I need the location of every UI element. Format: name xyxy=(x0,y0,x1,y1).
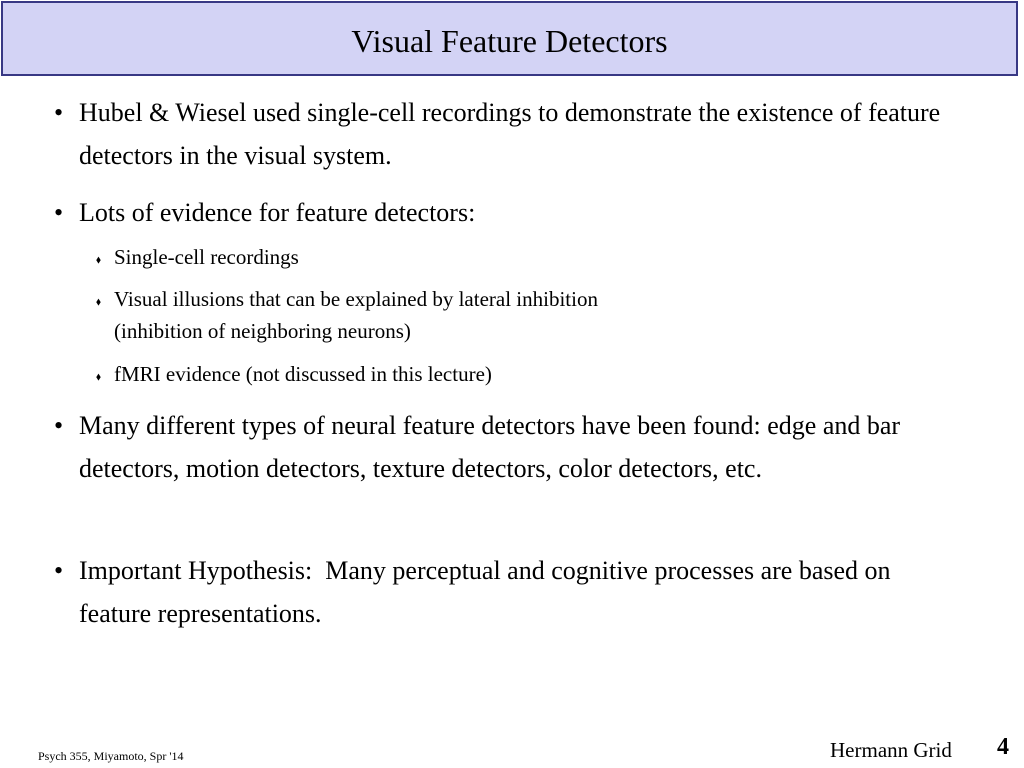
bullet-marker: • xyxy=(54,556,64,585)
diamond-bullet-icon: ⬧ xyxy=(96,296,101,308)
sub-bullet-text: Single-cell recordings xyxy=(114,245,299,269)
bullet-text: Many different types of neural feature detectors have been found: edge and bar detectors, motion detectors, texture detectors, color detectors, etc. xyxy=(79,411,907,483)
sub-bullet-text: fMRI evidence (not discussed in this lecture) xyxy=(114,362,492,386)
bullet-marker: • xyxy=(54,98,64,127)
diamond-bullet-icon: ⬧ xyxy=(96,254,101,266)
diamond-bullet-icon: ⬧ xyxy=(96,371,101,383)
page-number: 4 xyxy=(997,734,1009,760)
sub-bullet-text: Visual illusions that can be explained by lateral inhibition (inhibition of neighboring neurons) xyxy=(114,287,598,343)
bullet-text: Important Hypothesis: Many perceptual and cognitive processes are based on feature representations. xyxy=(79,556,898,628)
hermann-grid-link[interactable]: Hermann Grid xyxy=(830,738,952,762)
bullet-text: Hubel & Wiesel used single-cell recordings to demonstrate the existence of feature detectors in the visual system. xyxy=(79,98,947,170)
bullet-marker: • xyxy=(54,198,64,227)
bullet-text: Lots of evidence for feature detectors: xyxy=(79,198,476,227)
footer-course-label: Psych 355, Miyamoto, Spr '14 xyxy=(38,749,184,763)
bullet-marker: • xyxy=(54,411,64,440)
slide-title: Visual Feature Detectors xyxy=(351,23,668,59)
